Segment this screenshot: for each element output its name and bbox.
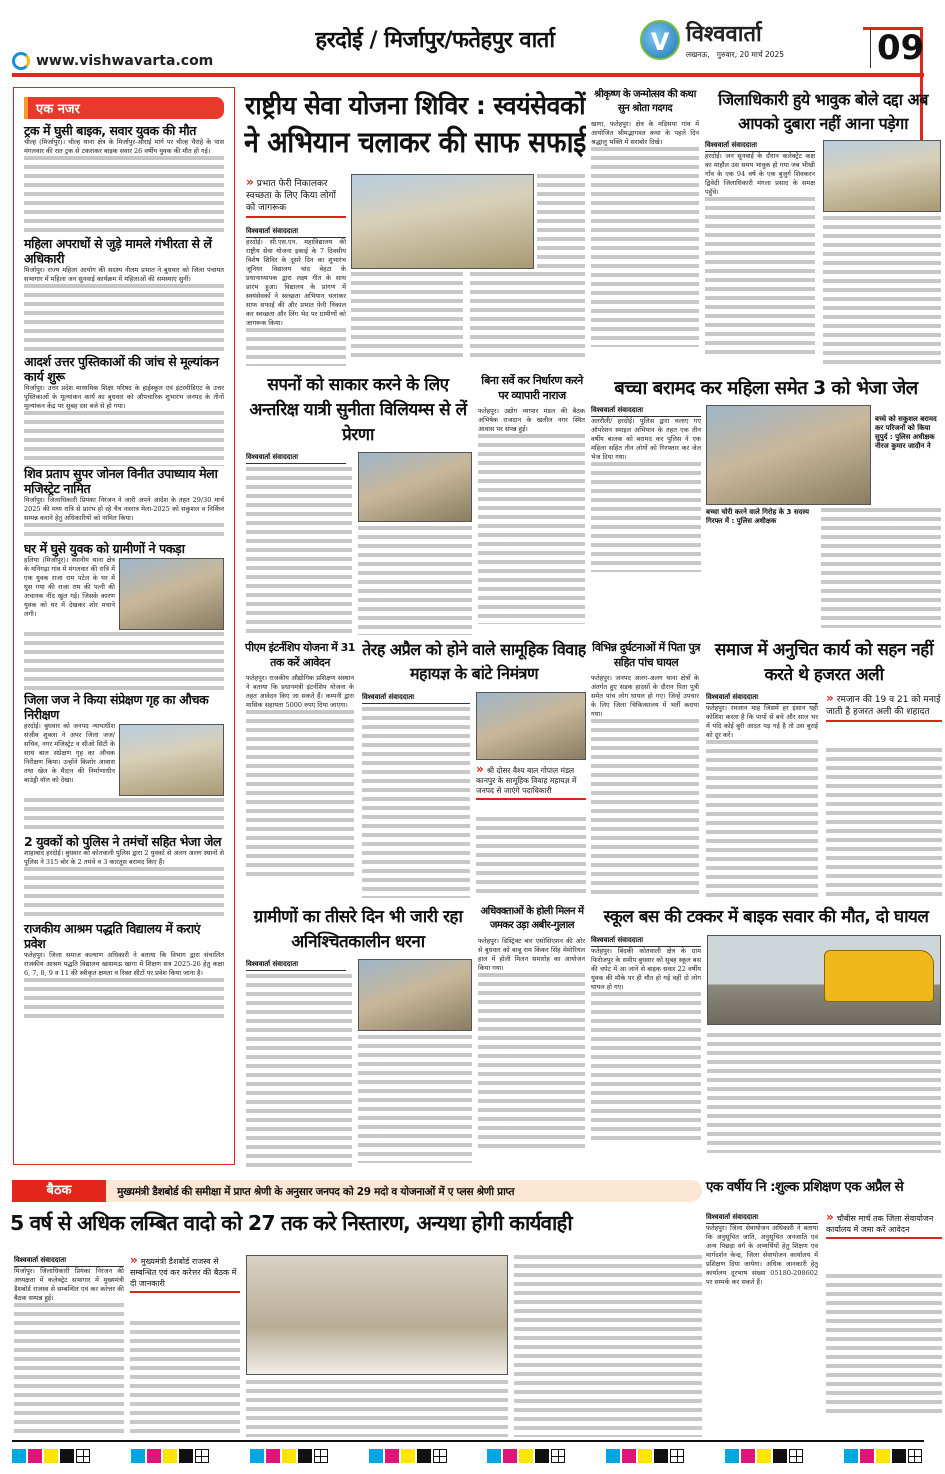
color-swatch-magenta — [266, 1449, 280, 1463]
color-swatch-magenta — [147, 1449, 161, 1463]
color-bar — [725, 1448, 805, 1464]
color-swatch-yellow — [163, 1449, 177, 1463]
color-swatch-cyan — [725, 1449, 739, 1463]
crosshair-icon — [433, 1449, 447, 1463]
bachcha-headline: बच्चा बरामद कर महिला समेत 3 को भेजा जेल — [614, 378, 918, 399]
bus-shape — [824, 950, 934, 1002]
hazrat-body: विश्ववार्ता संवाददाता फतेहपुर। रमजान माह जिसमें हर इंसान यही कोशिश करता है कि पापों से बचे और साल भर में यदि कोई बुरी आदत पड़ गई है तो उस बुराई को दूर करे। » रमजान की 19 व 21 को मनाई जाती है हजरत अली की शहादत — [706, 692, 942, 898]
vivah-pullquote: » श्री दोसर वैश्य बाल गोपाल मंडल कानपुर के सामूहिक विवाह महायज्ञ में जनपद से जाएंगे पदाधिकारी — [476, 764, 586, 800]
training-body: विश्ववार्ता संवाददाता फतेहपुर। जिला सेवायोजन अधिकारी ने बताया कि अनुसूचित जाति, अनुसूचित जनजाति एवं अन्य पिछड़ा वर्ग के अभ्यर्थियों हेतु शिक्षण एवं मार्गदर्शन केन्द्र, जिला सेवायोजन कार्यालय में प्रशिक्षण दिया जायेगा। अधिक जानकारी हेतु कार्यालय दूरभाष संख्या 05180-298602 पर सम्पर्क कर सकते हैं। » चौबीस मार्च तक जिला सेवायोजन कार्यालय में जमा करें आवेदन — [706, 1212, 942, 1437]
bottom-headline: 5 वर्ष से अधिक लम्बित वादो को 27 तक करे निस्तारण, अन्यथा होगी कार्यवाही — [10, 1211, 572, 1235]
color-swatch-yellow — [757, 1449, 771, 1463]
brief-item: जिला जज ने किया संप्रेक्षण गृह का औचक निरीक्षण हरदोई। बुधवार को जनपद न्यायाधीश संजीव शुक्ला ने अपर जिला जज/सचिव, नगर मजिस्ट्रेट व सीओ सिटी के साथ बाल संप्रेक्षण गृह का औचक निरीक्षण किया। उन्होंने किशोर आवास तथा खेल के मैदान की निर्माणाधीन बाउंड्री वॉल को देखा। — [24, 692, 224, 834]
color-bar — [487, 1448, 567, 1464]
color-bar — [12, 1448, 92, 1464]
holi-headline: अधिवक्ताओं के होली मिलन में जमकर उड़ा अबीर-गुलाल — [480, 906, 584, 931]
bus-story — [590, 903, 942, 1167]
color-swatch-magenta — [741, 1449, 755, 1463]
brand-logo: V — [640, 20, 680, 60]
color-swatch-black — [179, 1449, 193, 1463]
sunita-photo — [358, 452, 472, 522]
website-link[interactable]: www.vishwavarta.com — [36, 53, 214, 69]
crosshair-icon — [908, 1449, 922, 1463]
color-swatch-black — [535, 1449, 549, 1463]
dateline: लखनऊ, गुरुवार, 20 मार्च 2025 — [686, 50, 785, 59]
color-swatch-magenta — [860, 1449, 874, 1463]
color-swatch-black — [60, 1449, 74, 1463]
crosshair-icon — [314, 1449, 328, 1463]
color-swatch-black — [298, 1449, 312, 1463]
color-bar — [250, 1448, 330, 1464]
dm-story — [704, 88, 942, 370]
meeting-tag: बैठक — [12, 1180, 106, 1202]
color-swatch-cyan — [250, 1449, 264, 1463]
holi-body: फतेहपुर। डिस्ट्रिक्ट बार एसोसिएशन की ओर से बुधवार को बाबू राम किंकर सिंह मेमोरियल हाल में होली मिलन समारोह का आयोजन किया गया। — [478, 937, 585, 1153]
web-icon — [12, 52, 30, 70]
registration-marks — [12, 1448, 924, 1464]
header-rule — [12, 73, 924, 77]
sunita-body: विश्ववार्ता संवाददाता — [246, 452, 472, 635]
krishna-body: खागा, फतेहपुर। क्षेत्र के मड़िसया गांव में आयोजित श्रीमद्भागवत कथा के पहले दिन श्रद्धालु भक्ति में सराबोर दिखे। — [591, 120, 699, 347]
internship-headline: पीएम इंटर्नशिप योजना में 31 तक करें आवेदन — [245, 641, 355, 669]
krishna-story — [590, 88, 700, 370]
brief-item: 2 युवकों को पुलिस ने तमंचों सहित भेजा जेल शाहाबाद हरदोई। बुधवार को कोतवाली पुलिस द्वारा 2 युवकों से अलग अलग स्थानों से पुलिस ने 315 बोर के 2 तमंचे व 3 कारतूस बरामद किए हैं। — [24, 834, 224, 921]
crosshair-icon — [76, 1449, 90, 1463]
color-swatch-yellow — [44, 1449, 58, 1463]
training-headline: एक वर्षीय नि :शुल्क प्रशिक्षण एक अप्रैल से — [706, 1179, 904, 1195]
arrest-photo — [706, 405, 871, 505]
dharna-headline: ग्रामीणों का तीसरे दिन भी जारी रहा अनिश्चितकालीन धरना — [253, 907, 463, 952]
hazrat-headline: समाज में अनुचित कार्य को सहन नहीं करते थे हजरत अली — [714, 640, 934, 685]
ek-nazar-box — [13, 87, 235, 1165]
vivah-headline: तेरह अप्रैल को होने वाले सामूहिक विवाह महायज्ञ के बांटे निमंत्रण — [362, 640, 586, 683]
main-headline-line-2: ने अभियान चलाकर की साफ सफाई — [244, 125, 586, 159]
color-swatch-magenta — [385, 1449, 399, 1463]
page-number: 09 — [870, 28, 924, 68]
color-swatch-cyan — [844, 1449, 858, 1463]
color-swatch-black — [654, 1449, 668, 1463]
bus-body: विश्ववार्ता संवाददाता फतेहपुर। बिंदकी कोतवाली क्षेत्र के ग्राम फिरोजपुर के समीप बुधवार को सुबह स्कूल बस की चपेट में आ जाने से बाइक सवार 22 वर्षीय युवक की मौके पर ही मौत हो गई वहीं दो लोग घायल हो गए। — [591, 935, 941, 1142]
dharna-photo — [358, 959, 472, 1031]
crosshair-icon — [195, 1449, 209, 1463]
hazrat-story — [706, 638, 942, 898]
color-swatch-yellow — [519, 1449, 533, 1463]
main-headline — [244, 88, 586, 168]
training-headline-box — [706, 1180, 942, 1196]
color-swatch-cyan — [131, 1449, 145, 1463]
meeting-kicker-bar — [12, 1180, 702, 1202]
bus-headline: स्कूल बस की टक्कर में बाइक सवार की मौत, दो घायल — [603, 907, 929, 927]
dm-body: विश्ववार्ता संवाददाता हरदोई। जन सुनवाई के दौरान कलेक्ट्रेट कक्ष का माहौल उस समय भावुक हो गया जब भीखी गाँव के एक 94 वर्ष के एक बुजुर्ग शिवकरन द्विवेदी जिलाधिकारी मंगला प्रसाद के समक्ष पहुँचे। — [705, 140, 941, 357]
internship-body: फतेहपुर। राजकीय औद्योगिक प्रशिक्षण संस्थान ने बताया कि प्रधानमंत्री इंटर्नशिप योजना के तहत आवेदन किए जा सकते हैं। कम्पनी द्वारा मासिक सहायता 5000 रुपए दिया जाएगा। — [246, 674, 354, 880]
color-swatch-cyan — [487, 1449, 501, 1463]
bachcha-body: विश्ववार्ता संवाददाता अतरौली/ हरदोई। पुलिस द्वारा चलाए गए ऑपरेशन स्माइल अभियान के तहत एक तीन वर्षीय बालक को बरामद कर पुलिस ने एक महिला सहित तीन लोगों को गिरफ्तार कर जेल भेज दिया गया। बच्चा चोरी करने वाले गिरोह के 3 सदस्य गिरफ्त में : पुलिस अधीक्षक बच्चे को सकुशल बरामद कर परिजनों को किया सुपुर्द : पुलिस अधीक्षक नीरज कुमार जादौन ने — [591, 405, 941, 572]
page-footer-rule — [12, 1440, 924, 1442]
police-photo — [119, 558, 224, 630]
brief-item: घर में घुसे युवक को ग्रामीणों ने पकड़ा हलिया (मिर्जापुर)। स्थानीय थाना क्षेत्र के मनिगढ़ा गांव में मंगलवार की रात्रि में एक युवक राजा राम पटेल के घर में घुस गया की राजा राम की पत्नी की अचानक नींद खुल गई। जिसके कारण युवक को घर में देखकर शोर मचाने लगी। — [24, 541, 224, 692]
color-swatch-black — [892, 1449, 906, 1463]
bachcha-story — [590, 375, 942, 633]
color-swatch-black — [773, 1449, 787, 1463]
bachcha-side: बच्चे को सकुशल बरामद कर परिजनों को किया सुपुर्द : पुलिस अधीक्षक नीरज कुमार जादौन ने — [875, 415, 937, 450]
vyapari-story — [478, 373, 586, 635]
color-swatch-black — [417, 1449, 431, 1463]
main-body: विश्ववार्ता संवाददाता हरदोई। सी.एस.एन. महाविद्यालय की राष्ट्रीय सेवा योजना इकाई के 7 दिवसीय विशेष शिविर के दूसरे दिन का शुभारंभ जूनियर विद्यालय चांद बेहटा के प्रधानाध्यापक द्वारा लक्ष्य गीत के साथ प्रारंभ हुआ। विद्यालय के प्रांगण में स्वयंसेवकों ने स्वच्छता अभियान चलाकर साफ सफाई की और प्रभात फेरी निकाल कर स्वच्छता और लिंग भेद पर ग्रामीणों को जागरूक किया। — [246, 226, 346, 366]
vivah-photo — [476, 692, 586, 760]
nss-rally-photo — [351, 174, 534, 269]
dharna-story — [244, 905, 472, 1167]
color-swatch-yellow — [876, 1449, 890, 1463]
bachcha-caption: बच्चा चोरी करने वाले गिरोह के 3 सदस्य गिरफ्त में : पुलिस अधीक्षक — [706, 508, 810, 525]
durghatna-headline: विभिन्न दुर्घटनाओं में पिता पुत्र सहित पांच घायल — [592, 641, 700, 669]
brief-item: आदर्श उत्तर पुस्तिकाओं की जांच से मूल्यांकन कार्य शुरू मिर्जापुर। उत्तर प्रदेश माध्यमिक शिक्षा परिषद के हाईस्कूल एवं इंटरमीडिएट के उत्तर पुस्तिकाओं के मूल्यांकन कार्य का बुधवार को औपचारिक शुभारंभ जनपद के तीनों मूल्यांकन केंद्र पर सुबह दस बजे से हो गया। — [24, 354, 224, 466]
brand-name: विश्ववार्ता — [686, 22, 762, 47]
durghatna-body: फतेहपुर। जनपद अलग-अलग थाना क्षेत्रों के अंतर्गत हुए सड़क हादसों के दौरान पिता पुत्री समेत पांच लोग घायल हो गए। जिन्हें उपचार के लिए जिला चिकित्सालय में भर्ती कराया गया। — [591, 674, 699, 894]
brief-item: शिव प्रताप सुपर जोनल विनीत उपाध्याय मेला मजिस्ट्रेट नामित मिर्जापुर। जिलाधिकारी प्रियंका निरंजन ने जारी अपने आदेश के तहत 29/30 मार्च 2025 की मध्य रात्रि से प्रारंभ हो रहे चैत्र नवरात्र मेला-2025 को सकुशल व निर्विघ्न सम्पन्न कराने हेतु अधिकारियों को नामित किया। — [24, 466, 224, 541]
color-swatch-cyan — [12, 1449, 26, 1463]
main-headline-line-1: राष्ट्रीय सेवा योजना शिविर : स्वयंसेवकों — [245, 91, 586, 120]
hazrat-pullquote: » रमजान की 19 व 21 को मनाई जाती है हजरत अली की शहादत — [826, 692, 942, 722]
brief-item: राजकीय आश्रम पद्धति विद्यालय में कराएं प्रवेश फतेहपुर। जिला समाज कल्याण अधिकारी ने बताया कि विभाग द्वारा संचालित राजकीय आश्रम पद्धति विद्यालय खासमऊ खागा में शिक्षण सत्र 2025-26 हेतु कक्षा 6, 7, 8, 9 व 11 की स्वीकृत क्षमता व रिक्त सीटों पर प्रवेश किया जाना है। — [24, 921, 224, 1018]
dharna-body: विश्ववार्ता संवाददाता — [246, 959, 472, 1167]
color-bar — [844, 1448, 924, 1464]
vyapari-headline: बिना सर्वे कर निर्धारण करने पर व्यापारी नाराज — [481, 374, 583, 402]
ek-nazar-label: एक नजर — [24, 97, 224, 119]
inspection-photo — [119, 724, 224, 796]
vivah-story — [362, 638, 586, 898]
sunita-headline: सपनों को साकार करने के लिए अन्तरिक्ष यात्री सुनीता विलियम्स से लें प्रेरणा — [249, 375, 467, 445]
bottom-body: विश्ववार्ता संवाददाता मिर्जापुर। जिलाधिकारी प्रियंका निरंजन की अध्यक्षता में कलेक्ट्रेट सभागार में मुख्यमंत्री डैशबोर्ड राजस्व से सम्बन्धित एवं कर करेत्तर की बैठक सम्पन्न हुई। » मुख्यमंत्री डैशबोर्ड राजस्व से सम्बन्धित एवं कर करेत्तर की बैठक में दी जानकारी — [14, 1255, 702, 1437]
color-swatch-magenta — [503, 1449, 517, 1463]
meeting-kicker: मुख्यमंत्री डैशबोर्ड की समीक्षा में प्राप्त श्रेणी के अनुसार जनपद को 29 मदो व योजनाओं में ए प्लस श्रेणी प्राप्त — [117, 1186, 515, 1198]
color-swatch-yellow — [401, 1449, 415, 1463]
dm-headline: जिलाधिकारी हुये भावुक बोले दद्दा अब आपको दुबारा नहीं आना पड़ेगा — [718, 90, 928, 133]
color-swatch-yellow — [638, 1449, 652, 1463]
krishna-headline: श्रीकृष्ण के जन्मोत्सव की कथा सुन श्रोता गदगद — [594, 89, 696, 114]
meeting-photo — [246, 1255, 508, 1375]
sunita-story — [244, 373, 472, 635]
durghatna-story — [590, 640, 702, 898]
main-pullquote: » प्रभात फेरी निकालकर स्वच्छता के लिए किया लोगों को जागरूक — [246, 176, 346, 218]
color-swatch-magenta — [28, 1449, 42, 1463]
school-bus-photo — [707, 935, 941, 1025]
holi-story — [478, 905, 586, 1167]
color-bar — [369, 1448, 449, 1464]
crosshair-icon — [551, 1449, 565, 1463]
crosshair-icon — [670, 1449, 684, 1463]
training-pullquote: » चौबीस मार्च तक जिला सेवायोजन कार्यालय में जमा करें आवेदन — [826, 1212, 942, 1239]
color-swatch-cyan — [606, 1449, 620, 1463]
crosshair-icon — [789, 1449, 803, 1463]
color-swatch-cyan — [369, 1449, 383, 1463]
color-swatch-magenta — [622, 1449, 636, 1463]
internship-story — [244, 640, 356, 898]
color-bar — [606, 1448, 686, 1464]
vyapari-body: फतेहपुर। उद्योग व्यापार मंडल की बैठक अभिषेक राजदान के खलील नगर स्थित आवास पर संपन्न हुई। — [478, 407, 585, 624]
vivah-body: विश्ववार्ता संवाददाता » श्री दोसर वैश्य बाल गोपाल मंडल कानपुर के सामूहिक विवाह महायज्ञ में जनपद से जाएंगे पदाधिकारी — [362, 692, 586, 898]
dm-photo — [823, 140, 941, 212]
color-bar — [131, 1448, 211, 1464]
brief-item: महिला अपराधों से जुड़े मामले गंभीरता से लें अधिकारी मिर्जापुर। राज्य महिला आयोग की सदस्य नीलम प्रभात ने बुधवार को जिला पंचायत सभागार में महिला जन सुनवाई कार्यक्रम में महिलाओं की समस्याएं सुनीं। — [24, 236, 224, 354]
bottom-pullquote: » मुख्यमंत्री डैशबोर्ड राजस्व से सम्बन्धित एवं कर करेत्तर की बैठक में दी जानकारी — [130, 1255, 240, 1293]
brief-item: ट्रक में घुसी बाइक, सवार युवक की मौत चील्ह (मिर्जापुर)। चील्ह थाना क्षेत्र के मिर्जापुर-औराई मार्ग पर चील्ह चैराहे के पास मंगलवार की रात ट्रक से टकराकर बाइक सवार 26 वर्षीय युवक की मौत हो गई। — [24, 123, 224, 236]
section-title: हरदोई / मिर्जापुर/फतेहपुर वार्ता — [315, 28, 555, 53]
bottom-headline-box — [10, 1212, 704, 1236]
color-swatch-yellow — [282, 1449, 296, 1463]
